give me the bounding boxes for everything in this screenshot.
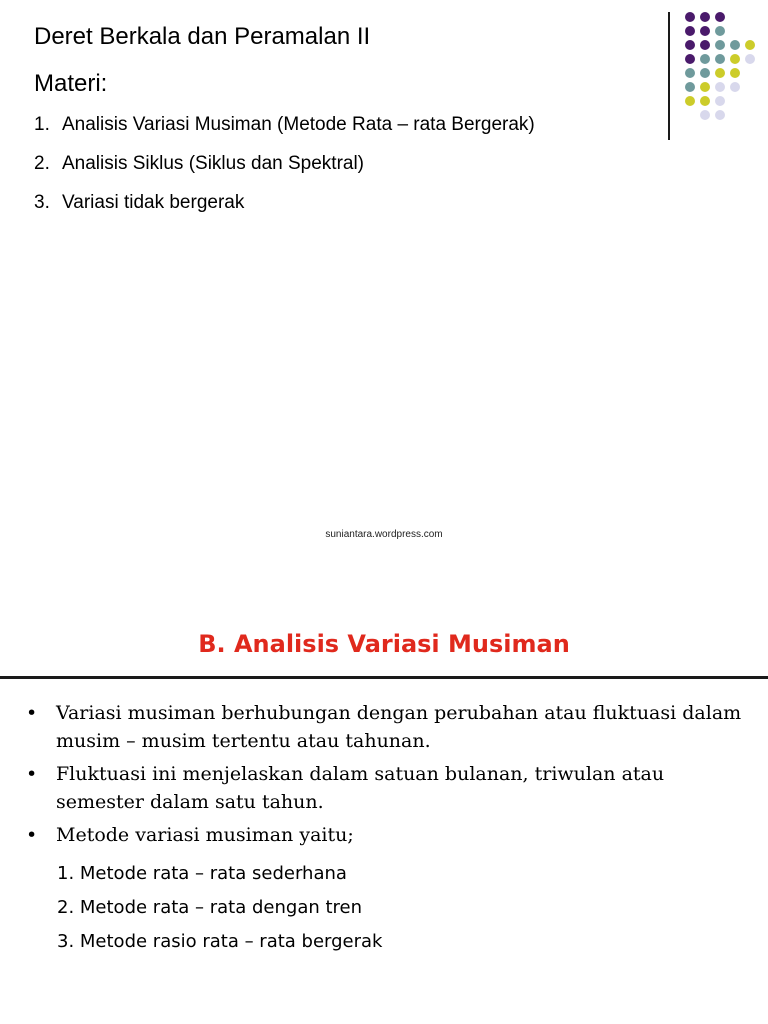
decorative-dot bbox=[715, 110, 725, 120]
topic-text: Analisis Variasi Musiman (Metode Rata – rata Bergerak) bbox=[62, 114, 535, 135]
decorative-dot bbox=[700, 96, 710, 106]
bullet-item bbox=[26, 699, 746, 755]
decorative-dot bbox=[715, 96, 725, 106]
topic-number: 3. bbox=[34, 192, 50, 213]
bullet-marker: • bbox=[26, 824, 38, 846]
bullet-marker: • bbox=[26, 763, 38, 785]
topic-number: 1. bbox=[34, 114, 50, 135]
decorative-dot bbox=[730, 82, 740, 92]
footer-source: suniantara.wordpress.com bbox=[325, 529, 443, 540]
decorative-dot-grid bbox=[680, 10, 760, 125]
slide-title: Deret Berkala dan Peramalan II bbox=[34, 23, 371, 50]
method-item: 1. Metode rata – rata sederhana bbox=[57, 863, 347, 884]
method-list bbox=[57, 857, 382, 959]
decorative-dot bbox=[715, 12, 725, 22]
bullet-item bbox=[26, 821, 746, 849]
decorative-dot bbox=[685, 82, 695, 92]
decorative-dot bbox=[715, 68, 725, 78]
decorative-dot bbox=[700, 12, 710, 22]
decorative-dot bbox=[730, 54, 740, 64]
topic-item bbox=[34, 192, 535, 214]
decorative-dot bbox=[700, 110, 710, 120]
decorative-dot bbox=[715, 54, 725, 64]
decorative-dot bbox=[685, 26, 695, 36]
decorative-dot bbox=[700, 40, 710, 50]
slide-heading: B. Analisis Variasi Musiman bbox=[198, 630, 570, 658]
decorative-dot bbox=[745, 40, 755, 50]
decorative-dot bbox=[685, 96, 695, 106]
decorative-dot bbox=[715, 26, 725, 36]
bullet-list bbox=[26, 699, 746, 854]
decorative-dot bbox=[700, 82, 710, 92]
method-item: 3. Metode rasio rata – rata bergerak bbox=[57, 931, 383, 952]
topic-item bbox=[34, 153, 535, 175]
topic-item bbox=[34, 114, 535, 136]
topic-text: Variasi tidak bergerak bbox=[62, 192, 245, 213]
decorative-dot bbox=[685, 68, 695, 78]
bullet-text: Variasi musiman berhubungan dengan perubahan atau fluktuasi dalam musim – musim tertentu atau tahunan. bbox=[56, 702, 742, 752]
decorative-dot bbox=[745, 54, 755, 64]
heading-rule bbox=[0, 676, 768, 679]
vertical-divider bbox=[668, 12, 670, 140]
decorative-dot bbox=[700, 54, 710, 64]
bullet-text: Metode variasi musiman yaitu; bbox=[56, 824, 354, 846]
topic-list bbox=[34, 114, 535, 231]
topic-text: Analisis Siklus (Siklus dan Spektral) bbox=[62, 153, 365, 174]
bullet-marker: • bbox=[26, 702, 38, 724]
bullet-item bbox=[26, 760, 746, 816]
slide-2 bbox=[0, 607, 768, 1024]
decorative-dot bbox=[685, 40, 695, 50]
decorative-dot bbox=[730, 40, 740, 50]
decorative-dot bbox=[730, 68, 740, 78]
decorative-dot bbox=[715, 82, 725, 92]
method-item: 2. Metode rata – rata dengan tren bbox=[57, 897, 363, 918]
decorative-dot bbox=[700, 68, 710, 78]
decorative-dot bbox=[685, 54, 695, 64]
bullet-text: Fluktuasi ini menjelaskan dalam satuan bulanan, triwulan atau semester dalam satu tahun. bbox=[56, 763, 665, 813]
decorative-dot bbox=[715, 40, 725, 50]
slide-subtitle: Materi: bbox=[34, 70, 108, 97]
topic-number: 2. bbox=[34, 153, 50, 174]
decorative-dot bbox=[700, 26, 710, 36]
decorative-dot bbox=[685, 12, 695, 22]
